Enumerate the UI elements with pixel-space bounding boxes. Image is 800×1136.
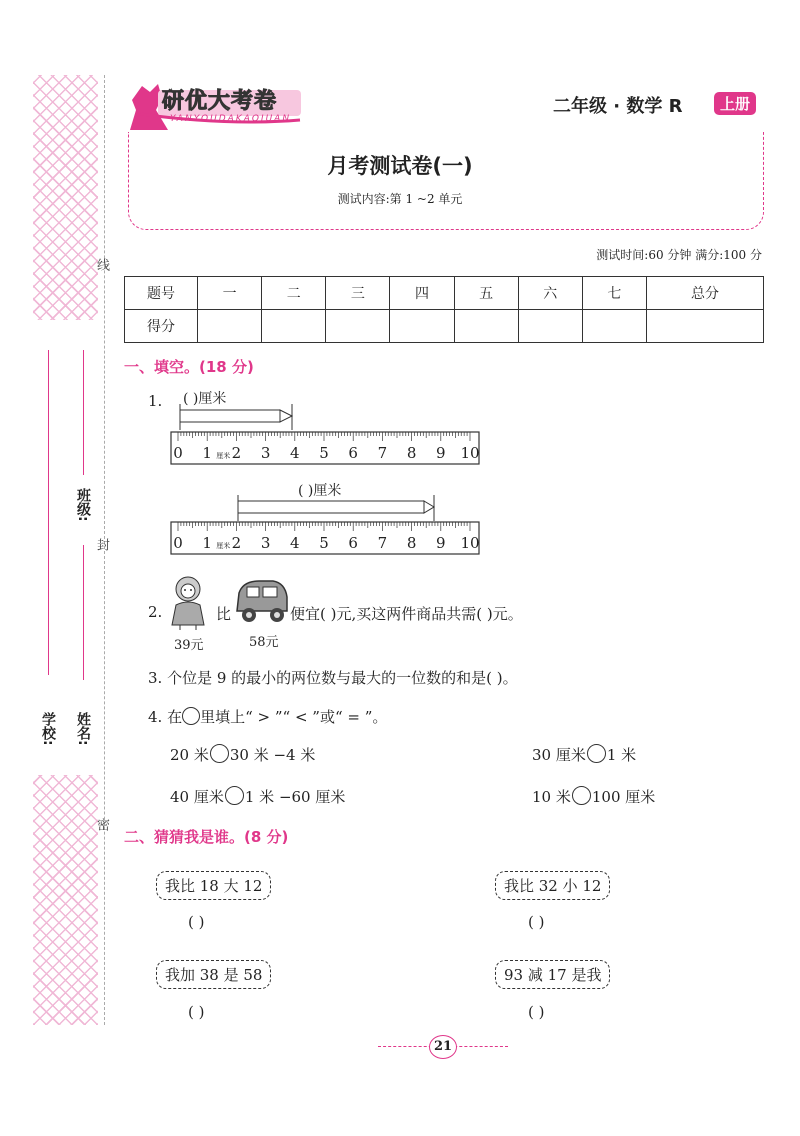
circle-icon — [182, 707, 200, 725]
table-cell: 题号 — [125, 277, 198, 310]
compare-left: 10 米 — [532, 788, 571, 806]
score-cell[interactable] — [454, 310, 518, 343]
score-table — [124, 276, 764, 343]
ruler-label: 4 — [290, 534, 300, 552]
q3-text: 3. 个位是 9 的最小的两位数与最大的一位数的和是( )。 — [148, 669, 518, 687]
compare-item — [532, 786, 655, 807]
ruler-label: 9 — [436, 444, 446, 462]
q4-text-b: 里填上“ > ”“ < ”或“ = ”。 — [200, 708, 388, 726]
volume-badge: 上册 — [714, 92, 756, 115]
title-frame — [128, 132, 764, 230]
name-field-line[interactable] — [83, 545, 84, 680]
compare-left: 40 厘米 — [170, 788, 224, 806]
ruler-label: 8 — [406, 534, 417, 552]
q1-number: 1. — [148, 392, 163, 410]
toy-car-image — [233, 575, 291, 625]
answer-blank[interactable]: ( ) — [188, 1003, 205, 1021]
compare-right: 1 米 −60 厘米 — [244, 788, 346, 806]
compare-left: 30 厘米 — [532, 746, 586, 764]
table-cell: 得分 — [125, 310, 198, 343]
score-cell[interactable] — [198, 310, 262, 343]
ruler-label: 1 — [202, 444, 212, 462]
table-cell: 七 — [582, 277, 646, 310]
ruler-1 — [170, 431, 480, 465]
riddle-bubble: 我比 18 大 12 — [156, 871, 271, 900]
table-cell: 二 — [262, 277, 326, 310]
car-price: 58元 — [249, 635, 279, 650]
ruler-label: 7 — [377, 444, 388, 462]
compare-item — [170, 786, 345, 807]
q2-text-a: 比 — [216, 605, 232, 623]
table-cell: 四 — [390, 277, 454, 310]
side-label-xian: 线 — [94, 258, 109, 271]
ruler-label: 4 — [290, 444, 300, 462]
score-cell[interactable] — [262, 310, 326, 343]
table-cell: 总分 — [646, 277, 763, 310]
q2-number: 2. — [148, 603, 163, 621]
ruler-label: 5 — [319, 444, 329, 462]
compare-circle[interactable] — [225, 786, 244, 805]
binding-strip-info — [33, 320, 98, 775]
pencil-1 — [176, 404, 296, 430]
score-row — [125, 310, 764, 343]
time-info: 测试时间:60 分钟 满分:100 分 — [596, 248, 762, 262]
table-cell: 三 — [326, 277, 390, 310]
compare-item — [532, 744, 636, 765]
answer-blank[interactable]: ( ) — [528, 1003, 545, 1021]
ruler-unit: 厘米 — [216, 452, 231, 460]
ruler2-blank[interactable]: ( )厘米 — [298, 483, 342, 499]
compare-right: 30 米 −4 米 — [229, 746, 316, 764]
ruler-label: 8 — [406, 444, 417, 462]
answer-blank[interactable]: ( ) — [188, 913, 205, 931]
compare-circle[interactable] — [572, 786, 591, 805]
table-cell: 六 — [518, 277, 582, 310]
page-title: 月考测试卷(一) — [327, 154, 473, 178]
ruler-label: 7 — [377, 534, 388, 552]
ruler-unit: 厘米 — [216, 542, 231, 550]
score-cell[interactable] — [582, 310, 646, 343]
compare-circle[interactable] — [587, 744, 606, 763]
ruler-label: 1 — [202, 534, 212, 552]
ruler-label: 2 — [231, 534, 242, 552]
table-cell: 一 — [198, 277, 262, 310]
ruler-label: 5 — [319, 534, 329, 552]
compare-right: 100 厘米 — [591, 788, 656, 806]
ruler-label: 9 — [436, 534, 446, 552]
score-cell[interactable] — [518, 310, 582, 343]
score-cell[interactable] — [390, 310, 454, 343]
class-field-line[interactable] — [83, 350, 84, 475]
pencil-2 — [234, 495, 438, 521]
page-number: 21 — [429, 1035, 457, 1059]
riddle-bubble: 93 减 17 是我 — [495, 960, 610, 989]
compare-right: 1 米 — [606, 746, 637, 764]
name-label: 姓名: — [75, 712, 91, 746]
ruler-label: 6 — [348, 444, 358, 462]
ruler-label: 6 — [348, 534, 358, 552]
score-cell[interactable] — [326, 310, 390, 343]
ruler-label: 0 — [173, 444, 183, 462]
compare-item — [170, 744, 315, 765]
table-cell: 五 — [454, 277, 518, 310]
school-label: 学校: — [40, 712, 56, 746]
school-field-line[interactable] — [48, 350, 49, 675]
ruler-label: 3 — [260, 444, 271, 462]
score-header-row — [125, 277, 764, 310]
ruler-label: 3 — [260, 534, 271, 552]
doll-image — [166, 575, 210, 631]
test-content: 测试内容:第 1 ~2 单元 — [337, 192, 463, 206]
score-cell[interactable] — [646, 310, 763, 343]
section-1-heading: 一、填空。(18 分) — [124, 358, 254, 376]
q4-text-a: 4. 在 — [148, 708, 183, 726]
compare-circle[interactable] — [210, 744, 229, 763]
side-label-feng: 封 — [94, 538, 109, 551]
grade-subject: 二年级 · 数学 R — [553, 96, 683, 117]
side-label-mi: 密 — [94, 818, 109, 831]
ruler1-blank[interactable]: ( )厘米 — [183, 391, 227, 407]
class-label: 班级: — [75, 488, 91, 522]
q2-text-b: 便宜( )元,买这两件商品共需( )元。 — [290, 605, 523, 623]
ruler-label: 10 — [460, 534, 480, 552]
logo-text: 研优大考卷 — [162, 89, 278, 114]
ruler-label: 0 — [173, 534, 183, 552]
ruler-label: 10 — [460, 444, 480, 462]
answer-blank[interactable]: ( ) — [528, 913, 545, 931]
riddle-bubble: 我加 38 是 58 — [156, 960, 271, 989]
section-2-heading: 二、猜猜我是谁。(8 分) — [124, 828, 289, 846]
doll-price: 39元 — [174, 638, 204, 653]
riddle-bubble: 我比 32 小 12 — [495, 871, 610, 900]
ruler-2 — [170, 521, 480, 555]
compare-left: 20 米 — [170, 746, 209, 764]
logo-subtitle: YANYOUDAKAOJUAN — [170, 114, 292, 124]
q4-text — [148, 706, 387, 727]
ruler-label: 2 — [231, 444, 242, 462]
